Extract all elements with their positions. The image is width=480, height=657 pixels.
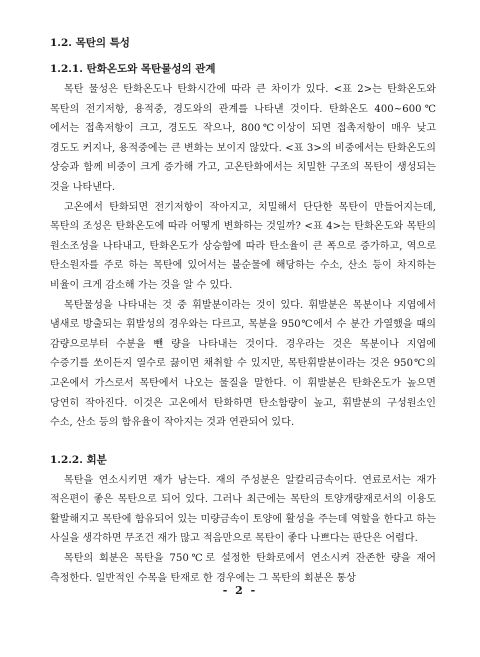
section-heading: 1.2. 목탄의 특성 xyxy=(50,37,130,49)
paragraph: 목탄물성을 나타내는 것 중 휘발분이라는 것이 있다. 휘발분은 목분이나 지엽에서 냄새로 방출되는 휘발성의 경우와는 다르고, 목분을 950℃에서 수 분간 가열했을 때의 감량으로부터 수분을 뺀 량을 나타내는 것이다. 경우라는 것은 목분이나 지엽에 수증기를 쏘이든지 열수로 끓이면 채취할 수 있지만, 목탄휘발분이라는 것은 950℃의 고온에서 가스로서 목탄에서 나오는 물질을 말한다. 이 휘발분은 탄화온도가 높으면 당연히 작아진다. 이것은 고온에서 탄화하면 탄소함량이 높고, 휘발분의 구성원소인 수소, 산소 등의 함유율이 작아지는 것과 연관되어 있다. xyxy=(50,299,436,429)
subsection-heading-carbonization: 1.2.1. 탄화온도와 목탄물성의 관계 xyxy=(50,63,216,75)
page-number: - 2 - xyxy=(222,584,258,597)
subsection-heading-ash: 1.2.2. 회분 xyxy=(50,453,107,466)
paragraph: 목탄을 연소시키면 재가 남는다. 재의 주성분은 알칼리금속이다. 연료로서는 재가 적은편이 좋은 목탄으로 되어 있다. 그러나 최근에는 목탄의 토양개량재로서의 이용도 활발해지고 목탄에 함유되어 있는 미량금속이 토양에 활성을 주는데 역할을 한다고 하는 사실을 생각하면 무조건 재가 많고 적음만으로 목탄이 좋다 나쁘다는 판단은 어렵다. xyxy=(50,474,436,545)
paragraph: 목탄 물성은 탄화온도나 탄화시간에 따라 큰 차이가 있다. <표 2>는 탄화온도와 목탄의 전기저항, 용적중, 경도와의 관계를 나타낸 것이다. 탄화온도 400~600℃에서는 접촉저항이 크고, 경도도 작으나, 800℃이상이 되면 접촉저항이 매우 낮고 경도도 커지나, 용적중에는 큰 변화는 보이지 않았다. <표 3>의 비중에서는 탄화온도의 상승과 함께 비중이 크게 증가해 가고, 고온탄화에서는 치밀한 구조의 목탄이 생성되는 것을 나타낸다. xyxy=(50,84,436,193)
paragraph: 목탄의 회분은 목탄을 750℃로 설정한 탄화로에서 연소시켜 잔존한 량을 재어 측정한다. 일반적인 수목을 탄재로 한 경우에는 그 목탄의 회분은 통상 xyxy=(50,553,436,584)
section-spacer xyxy=(50,433,436,453)
paragraph: 고온에서 탄화되면 전기저항이 작아지고, 치밀해서 단단한 목탄이 만들어지는데, 목탄의 조성은 탄화온도에 따라 어떻게 변화하는 것일까? <표 4>는 탄화온도와 목탄의 원소조성을 나타내고, 탄화온도가 상승함에 따라 탄소율이 큰 폭으로 증가하고, 역으로 탄소원자를 주로 하는 목탄에 있어서는 불순물에 해당하는 수소, 산소 등이 차지하는 비율이 크게 감소해 가는 것을 알 수 있다. xyxy=(50,201,436,291)
